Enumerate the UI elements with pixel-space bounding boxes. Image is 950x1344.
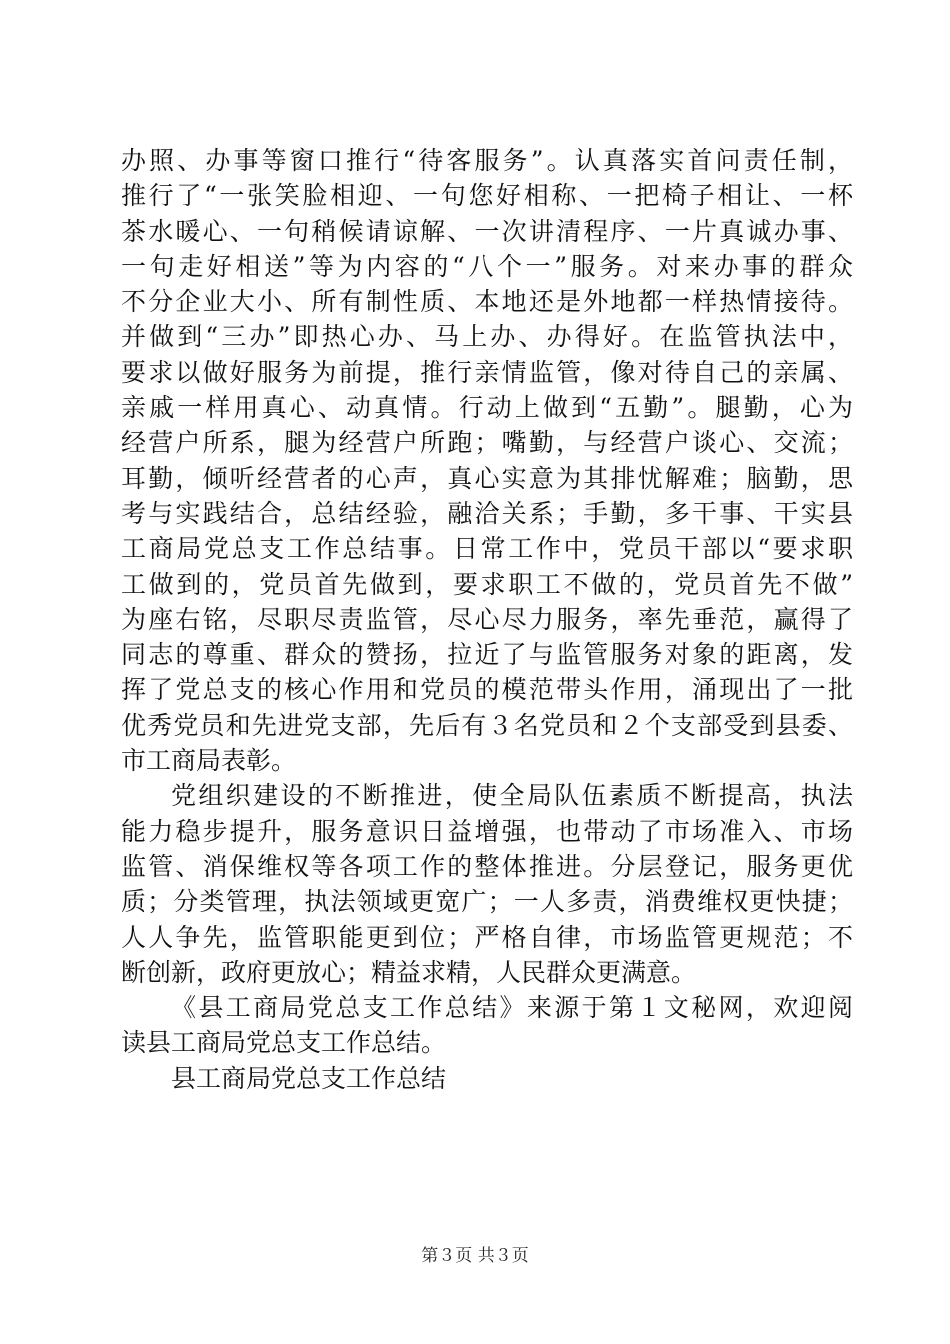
page-number-footer: 第３页 共３页 bbox=[421, 1246, 529, 1266]
text-line: 经营户所系，腿为经营户所跑；嘴勤，与经营户谈心、交流； bbox=[121, 428, 853, 458]
text-line: 茶水暖心、一句稍候请谅解、一次讲清程序、一片真诚办事、 bbox=[121, 216, 853, 246]
text-line: 能力稳步提升，服务意识日益增强，也带动了市场准入、市场 bbox=[121, 816, 853, 846]
text-line: 读县工商局党总支工作总结。 bbox=[121, 1028, 447, 1058]
text-line: 人人争先，监管职能更到位；严格自律，市场监管更规范；不 bbox=[121, 922, 853, 952]
text-line: 办照、办事等窗口推行“待客服务”。认真落实首问责任制， bbox=[121, 146, 853, 175]
text-line: 耳勤，倾听经营者的心声，真心实意为其排忧解难；脑勤，思 bbox=[121, 463, 853, 493]
text-line: 工商局党总支工作总结事。日常工作中，党员干部以“要求职 bbox=[121, 534, 853, 564]
text-line: 要求以做好服务为前提，推行亲情监管，像对待自己的亲属、 bbox=[121, 357, 853, 387]
text-line: 断创新，政府更放心；精益求精，人民群众更满意。 bbox=[121, 957, 697, 987]
paragraph-first-line: 党组织建设的不断推进，使全局队伍素质不断提高，执法 bbox=[171, 781, 853, 811]
text-line: 亲戚一样用真心、动真情。行动上做到“五勤”。腿勤，心为 bbox=[121, 393, 853, 423]
text-line: 工做到的，党员首先做到，要求职工不做的，党员首先不做” bbox=[121, 569, 853, 599]
text-line: 挥了党总支的核心作用和党员的模范带头作用，涌现出了一批 bbox=[121, 675, 853, 705]
text-line: 考与实践结合，总结经验，融洽关系；手勤，多干事、干实县 bbox=[121, 498, 853, 528]
text-line: 推行了“一张笑脸相迎、一句您好相称、一把椅子相让、一杯 bbox=[121, 181, 853, 211]
document-body bbox=[121, 143, 853, 1096]
text-line: 监管、消保维权等各项工作的整体推进。分层登记，服务更优 bbox=[121, 851, 853, 881]
text-line: 质；分类管理，执法领域更宽广；一人多责，消费维权更快捷； bbox=[121, 887, 853, 917]
text-line: 优秀党员和先进党支部，先后有３名党员和２个支部受到县委、 bbox=[121, 710, 853, 740]
text-line: 同志的尊重、群众的赞扬，拉近了与监管服务对象的距离，发 bbox=[121, 640, 853, 670]
document-title-line: 县工商局党总支工作总结 bbox=[171, 1063, 447, 1093]
text-line: 并做到“三办”即热心办、马上办、办得好。在监管执法中， bbox=[121, 322, 853, 352]
text-line: 市工商局表彰。 bbox=[121, 746, 297, 776]
text-line: 一句走好相送”等为内容的“八个一”服务。对来办事的群众 bbox=[121, 251, 853, 281]
paragraph-first-line: 《县工商局党总支工作总结》来源于第１文秘网，欢迎阅 bbox=[171, 993, 853, 1023]
text-line: 为座右铭，尽职尽责监管，尽心尽力服务，率先垂范，赢得了 bbox=[121, 604, 853, 634]
text-line: 不分企业大小、所有制性质、本地还是外地都一样热情接待。 bbox=[121, 287, 853, 317]
